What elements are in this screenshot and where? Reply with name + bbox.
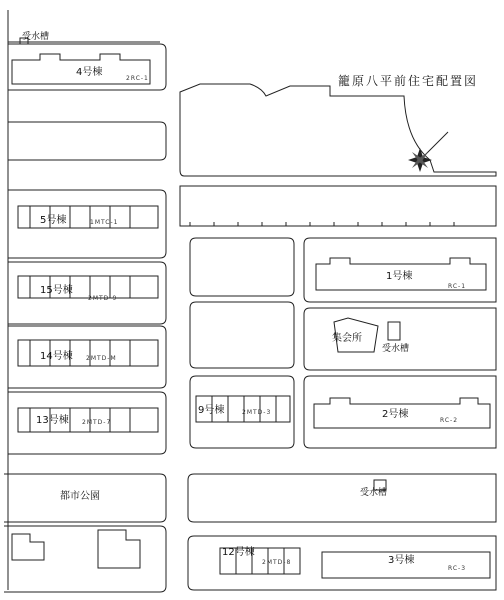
- building-1-code: RC-1: [448, 283, 467, 290]
- block-mid-2-outline: [190, 302, 294, 368]
- meeting-hall-label: 集会所: [332, 333, 362, 344]
- building-5-footprint: [18, 206, 158, 228]
- building-5-label: 5号棟: [40, 215, 67, 226]
- water-tank-top-label: 受水槽: [22, 32, 50, 42]
- park-structure-right: [98, 530, 140, 568]
- block-5-outline: [8, 190, 166, 258]
- building-3-label: 3号棟: [388, 555, 415, 566]
- water-tank-bottom-label: 受水槽: [360, 488, 388, 498]
- building-3-code: RC-3: [448, 565, 467, 572]
- building-1-label: 1号棟: [386, 271, 413, 282]
- block-mid-1-outline: [190, 238, 294, 296]
- compass-rose-icon: [408, 132, 448, 172]
- unit-dividers: [30, 206, 284, 574]
- block-lower-outline: [188, 474, 496, 522]
- block-bottom-right-outline: [188, 536, 496, 590]
- building-12-label: 12号棟: [222, 547, 255, 558]
- building-2-code: RC-2: [440, 417, 459, 424]
- building-4-code: 2RC-1: [126, 75, 149, 82]
- area-strip-outline: [180, 186, 496, 226]
- building-13-label: 13号棟: [36, 415, 69, 426]
- building-12-code: 2MTD-8: [262, 559, 292, 566]
- building-14-code: 2MTD-M: [86, 355, 117, 362]
- building-9-code: 2MTD-3: [242, 409, 272, 416]
- park-label: 都市公園: [60, 491, 100, 502]
- building-13-code: 2MTD-7: [82, 419, 112, 426]
- building-9-label: 9号棟: [198, 405, 225, 416]
- building-2-label: 2号棟: [382, 409, 409, 420]
- area-upper-right-outline: [180, 84, 496, 176]
- building-5-code: 1MTC-1: [90, 219, 119, 226]
- building-15-label: 15号棟: [40, 285, 73, 296]
- map-title: 籠原八平前住宅配置図: [338, 74, 479, 88]
- park-structure-left: [12, 534, 44, 560]
- block-bottom-left-outline: [4, 526, 166, 592]
- building-14-label: 14号棟: [40, 351, 73, 362]
- building-15-code: 2MTD-9: [88, 295, 118, 302]
- strip-ticks: [190, 222, 454, 226]
- block-15-outline: [8, 262, 166, 324]
- building-hall-annex: [388, 322, 400, 340]
- block-row2-outline: [8, 122, 166, 160]
- water-tank-mid-label: 受水槽: [382, 344, 410, 354]
- building-4-label: 4号棟: [76, 67, 103, 78]
- block-1-outline: [304, 238, 496, 302]
